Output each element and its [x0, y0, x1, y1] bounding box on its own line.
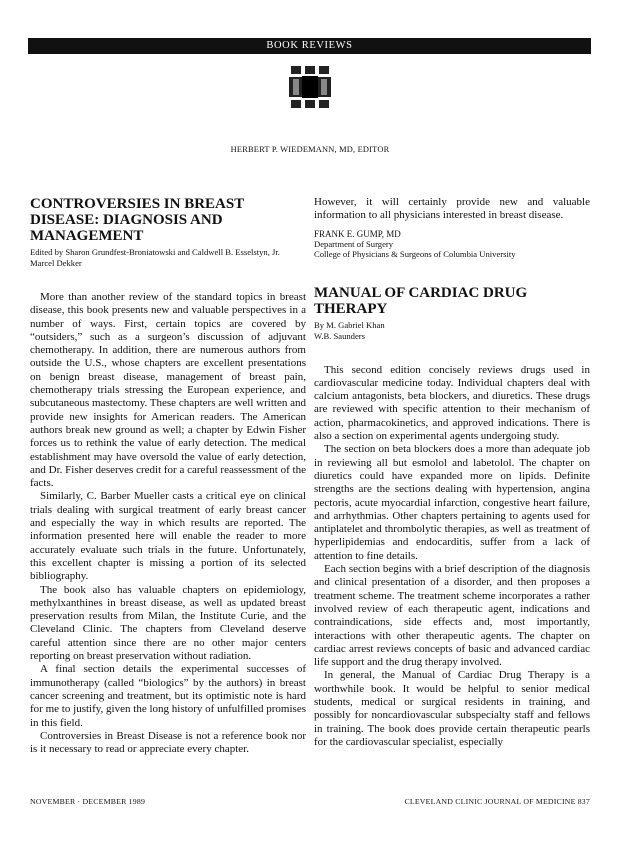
review-body — [314, 364, 590, 750]
review-title: CONTROVERSIES IN BREAST DISEASE: DIAGNOSIS AND MANAGEMENT — [30, 196, 244, 244]
review-publisher: Marcel Dekker — [30, 258, 82, 268]
footer-date: NOVEMBER · DECEMBER 1989 — [30, 797, 146, 806]
review-continuation — [314, 196, 590, 223]
section-banner: BOOK REVIEWS — [28, 38, 591, 54]
review-title: MANUAL OF CARDIAC DRUG THERAPY — [314, 284, 528, 317]
footer-journal-page: CLEVELAND CLINIC JOURNAL OF MEDICINE 837 — [404, 797, 590, 806]
review-paragraph: The section on beta blockers does a more than adequate job in reviewing all but esmolol and labetolol. The chapter on diuretics could have expanded more on lipids. Definite strengths are the sections dealing with hypertension, angina pectoris, acute myocardial infarction, congestive heart failure, and arrhythmias. Other chapters pertaining to agents used for antiplatelet and thrombolytic therapies, as well as treatment of hyperlipidemias and endocarditis, suffer from a lack of attention to fine details. — [314, 443, 590, 562]
journal-logo-icon — [287, 64, 333, 110]
review-paragraph: However, it will certainly provide new and valuable information to all physicians interested in breast disease. — [314, 196, 590, 222]
review-paragraph: This second edition concisely reviews drugs used in cardiovascular medicine today. Individual chapters deal with calcium antagonists, beta blockers, and diuretics. These drugs are reviewed with specific attention to their mechanism of action, pharmacokinetics, and approved indications. There is also a section on experimental agents undergoing study. — [314, 363, 590, 443]
reviewer-department: Department of Surgery — [314, 238, 394, 249]
review-body — [30, 291, 306, 756]
reviewer-name: FRANK E. GUMP, MD — [314, 228, 401, 239]
editor-credit: HERBERT P. WIEDEMANN, MD, EDITOR — [230, 145, 390, 154]
review-paragraph: Each section begins with a brief description of the diagnosis and clinical presentation of a disorder, and then proposes a treatment scheme. The treatment scheme incorporates a rather involved review of each therapeutic agent, indications and contraindications, side effects and, most importantly, interactions with other therapeutic agents. The chapter on cardiac arrest reviews concepts of basic and advanced cardiac life support and the drug therapy involved. — [314, 563, 590, 669]
reviewer-institution: College of Physicians & Surgeons of Columbia University — [314, 248, 516, 259]
review-paragraph: The book also has valuable chapters on epidemiology, methylxanthines in breast disease, as well as updated breast preservation results from Milan, the Institute Curie, and the Cleveland Clinic. The chapters from Cleveland deserve careful attention since there are no other major centers reporting on breast preservation without radiation. — [30, 583, 306, 663]
review-paragraph: In general, the Manual of Cardiac Drug Therapy is a worthwhile book. It would be helpful to senior medical students, medical or surgical residents in training, and possibly for noncardiovascular subspecialty staff and fellows in training. The book does provide certain therapeutic pearls for the cardiovascular specialist, especially — [314, 669, 590, 748]
review-author: By M. Gabriel Khan — [314, 319, 385, 330]
reviewer-signature — [314, 229, 590, 259]
review-left-column — [30, 196, 306, 756]
review-editors: Edited by Sharon Grundfest-Broniatowski and Caldwell B. Esselstyn, Jr. — [30, 247, 280, 257]
review-publisher: W.B. Saunders — [314, 330, 366, 341]
review-paragraph: A final section details the experimental successes of immunotherapy (called “biologics” by the authors) in breast cancer screening and treatment, but its optimistic note is hard for me to justify, given the long history of unfulfilled promises in this field. — [30, 663, 306, 729]
review-paragraph: More than another review of the standard topics in breast disease, this book presents new and valuable perspectives in a number of ways. First, certain topics are covered by “outsiders,” such as a surgeon’s discussion of adjuvant chemotherapy. In addition, there are numerous authors from outside the U.S., whose chapters are excellent presentations on benign breast disease, management of breast pain, chemotherapy trials stressing the European experience, and subcutaneous mastectomy. These chapters are well written and provide new insights for American readers. The American authors break new ground as well; a chapter by Edwin Fisher forces us to rethink the value of early detection. The medical establishment may have oversold the value of early detection, and Dr. Fisher deserves credit for a careful reassessment of the facts. — [30, 291, 306, 490]
review-paragraph: Controversies in Breast Disease is not a reference book nor is it necessary to read or appreciate every chapter. — [30, 729, 306, 756]
review-right-column — [314, 196, 590, 749]
review-paragraph: Similarly, C. Barber Mueller casts a critical eye on clinical trials dealing with surgical treatment of early breast cancer and especially the way in which results are reported. The information presented here will enable the reader to more accurately evaluate such trials in the future. Unfortunately, this excellent chapter is missing a portion of its selected bibliography. — [30, 490, 306, 583]
